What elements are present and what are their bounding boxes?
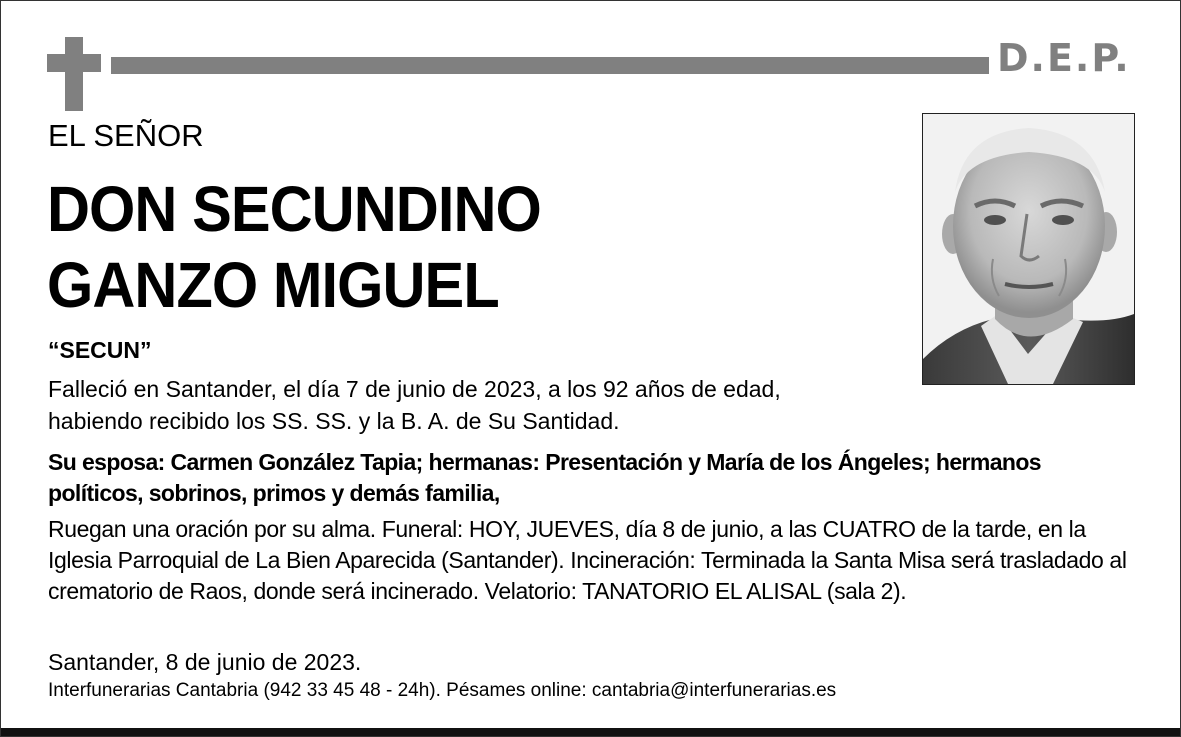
dep-label: D.E.P. [997,36,1131,80]
family-list: Su esposa: Carmen González Tapia; hermanas: Presentación y María de los Ángeles; hermanos políticos, sobrinos, primos y demás familia, [48,449,1041,506]
title-line: EL SEÑOR [48,118,204,153]
death-notice: Falleció en Santander, el día 7 de junio de 2023, a los 92 años de edad, habiendo recibido los SS. SS. y la B. A. de Su Santidad. [48,376,781,434]
bottom-rule [1,728,1180,736]
name-line-2: GANZO MIGUEL [47,249,499,321]
funeral-home-footer: Interfunerarias Cantabria (942 33 45 48 - 24h). Pésames online: cantabria@interfunerarias.es [48,680,837,701]
deceased-name [47,171,541,323]
header-rule [111,57,989,74]
cross-icon [47,37,101,111]
name-line-1: DON SECUNDINO [47,173,541,245]
place-date: Santander, 8 de junio de 2023. [48,649,362,675]
portrait-photo [922,113,1135,385]
funeral-details: Ruegan una oración por su alma. Funeral: HOY, JUEVES, día 8 de junio, a las CUATRO de la tarde, en la Iglesia Parroquial de La Bien Aparecida (Santander). Incineración: Terminada la Santa Misa será trasladado al crematorio de Raos, donde será incinerado. Velatorio: TANATORIO EL ALISAL (sala 2). [48,516,1127,604]
nickname: “SECUN” [48,337,152,363]
